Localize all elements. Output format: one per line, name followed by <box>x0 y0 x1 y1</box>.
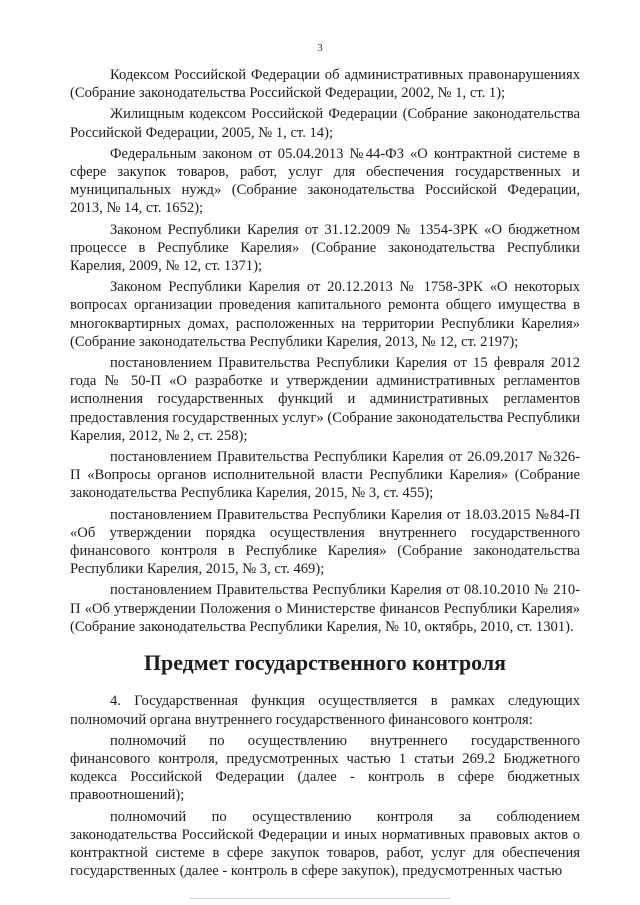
legal-basis-item: Жилищным кодексом Российской Федерации (Собрание законодательства Российской Федерации, 2005, № 1, ст. 14); <box>70 106 580 141</box>
legal-basis-item: постановлением Правительства Республики Карелия от 26.09.2017 №326-П «Вопросы органов исполнительной власти Республики Карелия» (Собрание законодательства Республика Карелия, 2015, № 3, ст. 455); <box>70 449 580 502</box>
clause-paragraph: 4. Государственная функция осуществляется в рамках следующих полномочий органа внутреннего государственного финансового контроля: <box>70 693 580 728</box>
legal-basis-item: Законом Республики Карелия от 20.12.2013 № 1758-ЗРК «О некоторых вопросах организации проведения капитального ремонта общего имущества в многоквартирных домах, расположенных на территории Республики Карелия» (Собрание законодательства Республики Карелия, 2013, № 12, ст. 2197); <box>70 279 580 350</box>
clause-paragraph: полномочий по осуществлению внутреннего государственного финансового контроля, предусмотренных частью 1 статьи 269.2 Бюджетного кодекса Российской Федерации (далее - контроль в сфере бюджетных правоотношений); <box>70 732 580 804</box>
legal-basis-item: постановлением Правительства Республики Карелия от 08.10.2010 № 210-П «Об утверждении Положения о Министерстве финансов Республики Карелия» (Собрание законодательства Республики Карелия, № 10, октябрь, 2010, ст. 1301). <box>70 582 580 635</box>
legal-basis-item: Законом Республики Карелия от 31.12.2009 № 1354-ЗРК «О бюджетном процессе в Республике Карелия» (Собрание законодательства Республики Карелия, 2009, № 12, ст. 1371); <box>70 221 580 275</box>
legal-basis-list <box>70 66 580 636</box>
control-subject-section <box>70 692 580 880</box>
clause-paragraph: полномочий по осуществлению контроля за соблюдением законодательства Российской Федерации и иных нормативных правовых актов о контрактной системе в сфере закупок товаров, работ, услуг для обеспечения государственных (далее - контроль в сфере закупок), предусмотренных частью <box>70 808 580 880</box>
legal-basis-item: Федеральным законом от 05.04.2013 №44-ФЗ «О контрактной системе в сфере закупок товаров, работ, услуг для обеспечения государственных и муниципальных нужд» (Собрание законодательства Российской Федерации, 2013, № 14, ст. 1652); <box>70 145 580 217</box>
section-heading: Предмет государственного контроля <box>144 650 506 676</box>
legal-basis-item: Кодексом Российской Федерации об административных правонарушениях (Собрание законодательства Российской Федерации, 2002, № 1, ст. 1); <box>70 67 580 102</box>
legal-basis-item: постановлением Правительства Республики Карелия от 15 февраля 2012 года № 50-П «О разработке и утверждении административных регламентов исполнения государственных функций и административных регламентов предоставления государственных услуг» (Собрание законодательства Республики Карелия, 2012, № 2, ст. 258); <box>70 355 580 444</box>
page-number: 3 <box>317 42 323 54</box>
document-body <box>70 66 580 883</box>
scan-edge-line <box>190 898 450 899</box>
legal-basis-item: постановлением Правительства Республики Карелия от 18.03.2015 №84-П «Об утверждении порядка осуществления внутреннего государственного финансового контроля в Республике Карелия» (Собрание законодательства Республики Карелия, 2015, № 3, ст. 469); <box>70 506 580 578</box>
